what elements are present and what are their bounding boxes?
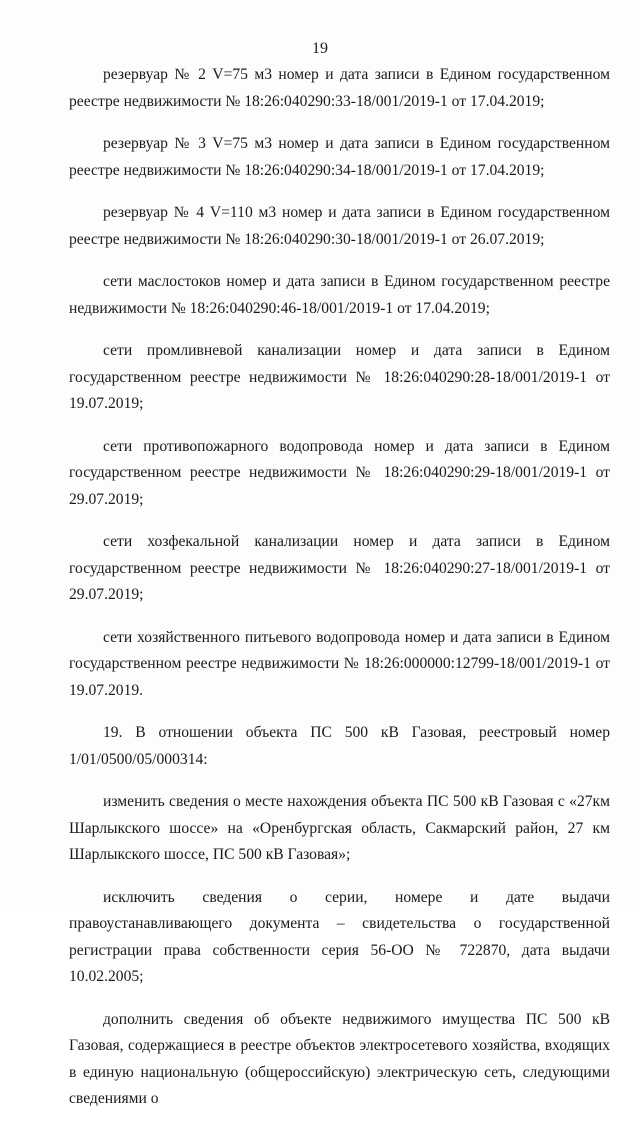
paragraph-fire-water-network: сети противопожарного водопровода номер и дата записи в Едином государственном реестре недвижимости № 18:26:040290:29-18/001/2019-1 от 29.07.2019;: [69, 437, 610, 508]
paragraph-exclude-certificate: исключить сведения о серии, номере и дате выдачи правоустанавливающего документа – свидетельства о государственной регистрации права собственности серия 56-ОО № 722870, дата выдачи 10.02.2005;: [69, 888, 610, 985]
paragraph-oil-drain-network: сети маслостоков номер и дата записи в Едином государственном реестре недвижимости № 18:26:040290:46-18/001/2019-1 от 17.04.2019;: [69, 273, 610, 317]
paragraph-item-19: 19. В отношении объекта ПС 500 кВ Газовая, реестровый номер 1/01/0500/05/000314:: [69, 724, 610, 768]
paragraph-supplement-info: дополнить сведения об объекте недвижимого имущества ПС 500 кВ Газовая, содержащиеся в реестре объектов электросетевого хозяйства, входящих в единую национальную (общероссийскую) электрическую сеть, следующими сведениями о: [69, 1010, 610, 1107]
paragraph-drinking-water-network: сети хозяйственного питьевого водопровода номер и дата записи в Едином государственном реестре недвижимости № 18:26:000000:12799-18/001/2019-1 от 19.07.2019.: [69, 628, 610, 699]
paragraph-reservoir-2: резервуар № 2 V=75 м3 номер и дата записи в Едином государственном реестре недвижимости № 18:26:040290:33-18/001/2019-1 от 17.04.2019;: [69, 66, 610, 110]
page-number: 19: [312, 40, 328, 57]
paragraph-reservoir-4: резервуар № 4 V=110 м3 номер и дата записи в Едином государственном реестре недвижимости № 18:26:040290:30-18/001/2019-1 от 26.07.2019;: [69, 204, 610, 248]
paragraph-reservoir-3: резервуар № 3 V=75 м3 номер и дата записи в Едином государственном реестре недвижимости № 18:26:040290:34-18/001/2019-1 от 17.04.2019;: [69, 135, 610, 179]
paragraph-storm-sewer-network: сети промливневой канализации номер и дата записи в Едином государственном реестре недвижимости № 18:26:040290:28-18/001/2019-1 от 19.07.2019;: [69, 342, 610, 412]
document-body: [69, 62, 610, 1129]
paragraph-change-location: изменить сведения о месте нахождения объекта ПС 500 кВ Газовая с «27км Шарлыкского шоссе» на «Оренбургская область, Сакмарский район, 27 км Шарлыкского шоссе, ПС 500 кВ Газовая»;: [69, 793, 610, 863]
paragraph-domestic-sewer-network: сети хозфекальной канализации номер и дата записи в Едином государственном реестре недвижимости № 18:26:040290:27-18/001/2019-1 от 29.07.2019;: [69, 533, 610, 603]
